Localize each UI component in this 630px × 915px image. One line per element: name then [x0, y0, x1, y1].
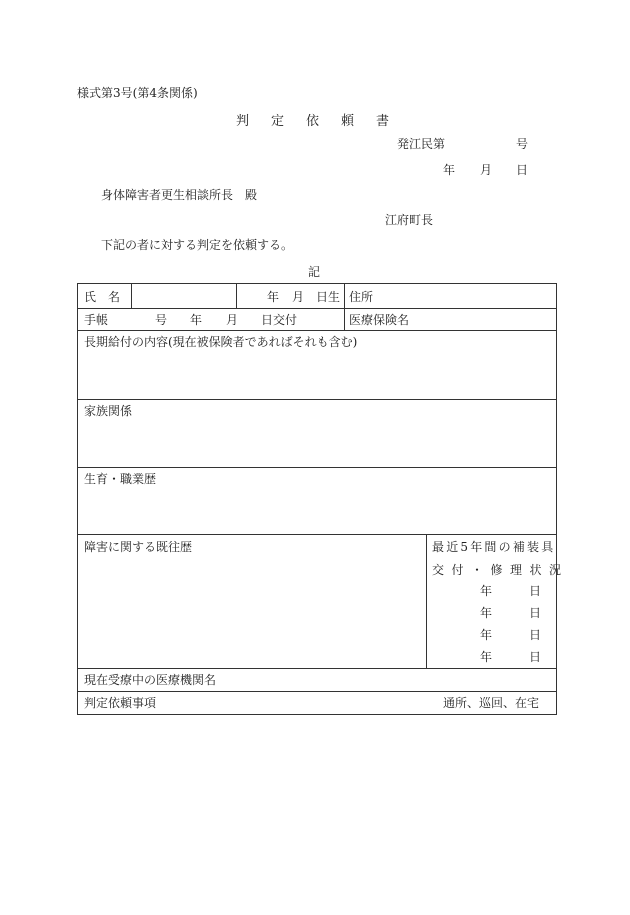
column-divider	[344, 284, 345, 330]
techo-label: 手帳	[84, 313, 109, 327]
row-divider	[78, 668, 556, 669]
judgment-request-label: 判定依頼事項	[84, 696, 157, 710]
techo-year-label: 年	[190, 313, 203, 327]
birth-year-label: 年	[267, 290, 280, 304]
title-char: 頼	[341, 114, 355, 129]
row-divider	[78, 467, 556, 468]
family-relations-label: 家族関係	[84, 404, 133, 418]
birth-month-label: 月	[292, 290, 305, 304]
long-term-benefits-label: 長期給付の内容(現在被保険者であればそれも含む)	[84, 335, 358, 349]
date-month: 月	[480, 163, 493, 177]
column-divider	[131, 284, 132, 308]
device-row-day: 日	[529, 584, 542, 598]
address-label: 住所	[349, 290, 374, 304]
insurance-label: 医療保険名	[349, 313, 410, 327]
techo-number-label: 号	[155, 313, 168, 327]
sender: 江府町長	[385, 213, 434, 227]
device-row-day: 日	[529, 650, 542, 664]
row-divider	[78, 399, 556, 400]
devices-label-line2: 交付・修理状況	[432, 563, 569, 577]
ki-mark: 記	[308, 265, 321, 279]
devices-label-line1: 最近5年間の補装具	[432, 540, 556, 554]
device-row-day: 日	[529, 606, 542, 620]
reference-prefix: 発江民第	[397, 137, 446, 151]
addressee: 身体障害者更生相談所長 殿	[101, 188, 258, 202]
medical-institution-label: 現在受療中の医療機関名	[84, 673, 217, 687]
form-number: 様式第3号(第4条関係)	[77, 86, 198, 100]
upbringing-occupation-label: 生育・職業歴	[84, 472, 157, 486]
disability-history-label: 障害に関する既往歴	[84, 540, 193, 554]
row-divider	[78, 691, 556, 692]
techo-issued-label: 日交付	[261, 313, 298, 327]
reference-suffix: 号	[516, 137, 529, 151]
column-divider	[236, 284, 237, 308]
column-divider	[426, 534, 427, 668]
request-form-table	[77, 283, 569, 715]
birth-day-label: 日生	[316, 290, 341, 304]
judgment-options: 通所、巡回、在宅	[443, 696, 540, 710]
date-day: 日	[516, 163, 529, 177]
row-divider	[78, 308, 556, 309]
device-row-day: 日	[529, 628, 542, 642]
device-row-year: 年	[480, 606, 493, 620]
device-row-year: 年	[480, 628, 493, 642]
request-text: 下記の者に対する判定を依頼する。	[101, 238, 294, 252]
title-char: 判	[236, 114, 250, 129]
date-year: 年	[443, 163, 456, 177]
techo-month-label: 月	[226, 313, 239, 327]
row-divider	[78, 534, 556, 535]
title-char: 書	[376, 114, 390, 129]
device-row-year: 年	[480, 584, 493, 598]
row-divider	[78, 330, 556, 331]
title-char: 定	[271, 114, 285, 129]
title-char: 依	[306, 114, 320, 129]
name-label: 氏 名	[84, 290, 121, 304]
device-row-year: 年	[480, 650, 493, 664]
